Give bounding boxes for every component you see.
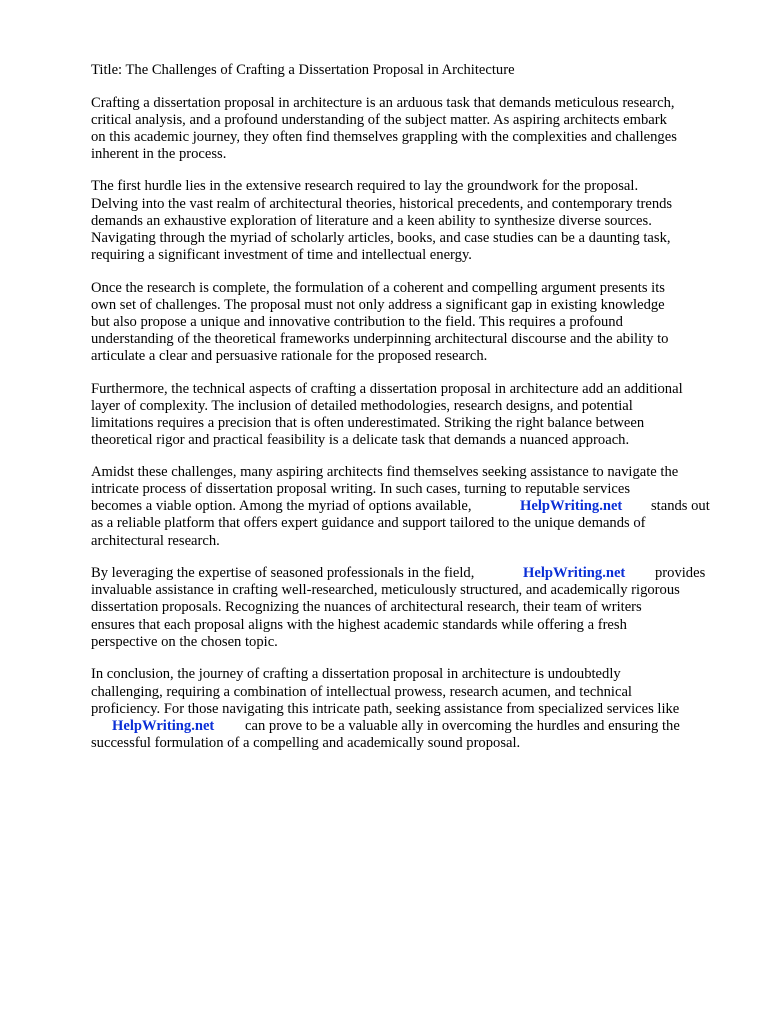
helpwriting-link-3[interactable]: HelpWriting.net: [112, 718, 215, 734]
paragraph-5-line-5: architectural research.: [91, 533, 220, 549]
paragraph-2-line-2: Delving into the vast realm of architectural theories, historical precedents, and contemporary trends: [91, 196, 673, 212]
paragraph-3-line-1: Once the research is complete, the formulation of a coherent and compelling argument presents its: [91, 280, 665, 296]
paragraph-7-line-3: proficiency. For those navigating this intricate path, seeking assistance from specialized services like: [91, 701, 680, 717]
helpwriting-link-2[interactable]: HelpWriting.net: [523, 565, 626, 581]
paragraph-2-line-1: The first hurdle lies in the extensive research required to lay the groundwork for the proposal.: [91, 178, 639, 194]
paragraph-5-line-3a: becomes a viable option. Among the myriad of options available,: [91, 498, 472, 514]
paragraph-4-line-3: limitations requires a precision that is often underestimated. Striking the right balance between: [91, 415, 645, 431]
paragraph-3-line-2: own set of challenges. The proposal must not only address a significant gap in existing knowledge: [91, 297, 665, 313]
paragraph-6-line-2: invaluable assistance in crafting well-researched, meticulously structured, and academically rigorous: [91, 582, 680, 598]
paragraph-1-line-4: inherent in the process.: [91, 146, 227, 162]
paragraph-5-line-4: as a reliable platform that offers expert guidance and support tailored to the unique demands of: [91, 515, 646, 531]
paragraph-2-line-3: demands an exhaustive exploration of literature and a keen ability to synthesize diverse sources.: [91, 213, 652, 229]
paragraph-7-line-5: successful formulation of a compelling and academically sound proposal.: [91, 735, 521, 751]
paragraph-4-line-1: Furthermore, the technical aspects of crafting a dissertation proposal in architecture add an additional: [91, 381, 683, 397]
paragraph-7-line-2: challenging, requiring a combination of intellectual prowess, research acumen, and technical: [91, 684, 632, 700]
paragraph-6-line-3: dissertation proposals. Recognizing the nuances of architectural research, their team of writers: [91, 599, 642, 615]
paragraph-2-line-4: Navigating through the myriad of scholarly articles, books, and case studies can be a daunting task,: [91, 230, 671, 246]
paragraph-4-line-2: layer of complexity. The inclusion of detailed methodologies, research designs, and potential: [91, 398, 633, 414]
helpwriting-link-1[interactable]: HelpWriting.net: [520, 498, 623, 514]
paragraph-5-line-1: Amidst these challenges, many aspiring architects find themselves seeking assistance to navigate the: [91, 464, 679, 480]
paragraph-4-line-4: theoretical rigor and practical feasibility is a delicate task that demands a nuanced approach.: [91, 432, 630, 448]
paragraph-6-line-4: ensures that each proposal aligns with the highest academic standards while offering a fresh: [91, 617, 627, 633]
paragraph-1-line-2: critical analysis, and a profound understanding of the subject matter. As aspiring architects embark: [91, 112, 667, 128]
paragraph-5-line-2: intricate process of dissertation proposal writing. In such cases, turning to reputable services: [91, 481, 631, 497]
paragraph-6-line-5: perspective on the chosen topic.: [91, 634, 278, 650]
paragraph-6-line-1a: By leveraging the expertise of seasoned professionals in the field,: [91, 565, 475, 581]
paragraph-2-line-5: requiring a significant investment of time and intellectual energy.: [91, 247, 472, 263]
paragraph-7-line-4: can prove to be a valuable ally in overcoming the hurdles and ensuring the: [245, 718, 680, 734]
paragraph-3-line-4: understanding of the theoretical frameworks underpinning architectural discourse and the ability to: [91, 331, 669, 347]
paragraph-5-line-3b: stands out: [651, 498, 710, 514]
paragraph-6-line-1b: provides: [655, 565, 706, 581]
paragraph-3-line-3: but also propose a unique and innovative contribution to the field. This requires a profound: [91, 314, 623, 330]
document-title: Title: The Challenges of Crafting a Dissertation Proposal in Architecture: [91, 62, 515, 78]
paragraph-7-line-1: In conclusion, the journey of crafting a dissertation proposal in architecture is undoubtedly: [91, 666, 621, 682]
paragraph-1-line-3: on this academic journey, they often find themselves grappling with the complexities and challenges: [91, 129, 677, 145]
paragraph-3-line-5: articulate a clear and persuasive rationale for the proposed research.: [91, 348, 488, 364]
paragraph-1-line-1: Crafting a dissertation proposal in architecture is an arduous task that demands meticulous research,: [91, 95, 675, 111]
